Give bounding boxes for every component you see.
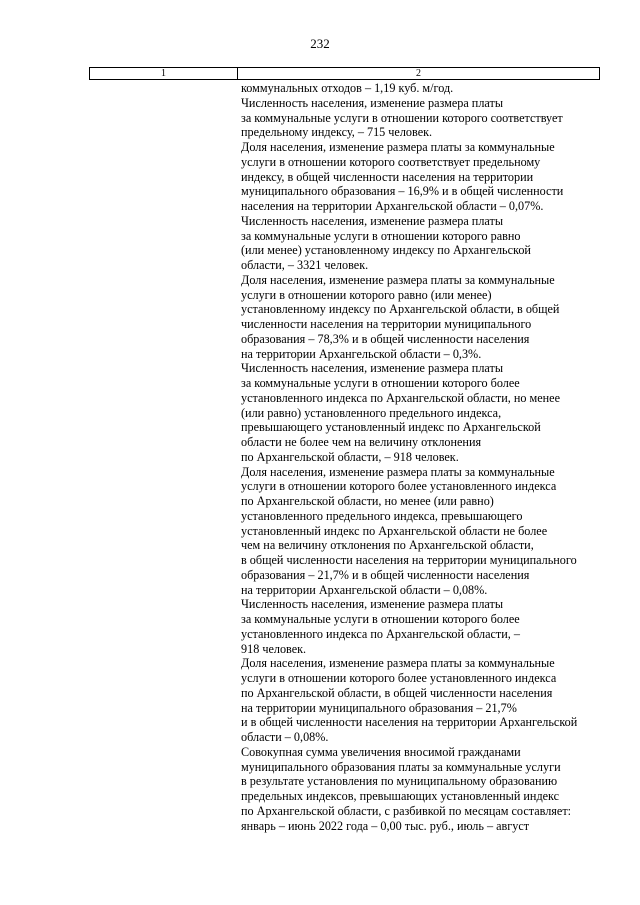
text-line: области – 0,08%.: [241, 730, 329, 744]
text-line: области, – 3321 человек.: [241, 258, 369, 272]
text-line: на территории Архангельской области – 0,08%.: [241, 582, 488, 597]
text-line: январь – июнь 2022 года – 0,00 тыс. руб., июль – август: [241, 818, 530, 833]
text-line: муниципального образования – 16,9% и в общей численности: [241, 184, 564, 199]
text-line: установленного индекса по Архангельской области, но менее: [241, 390, 560, 405]
text-line: услуги в отношении которого равно (или менее): [241, 287, 492, 302]
text-line: Доля населения, изменение размера платы за коммунальные: [241, 140, 555, 154]
text-line: Совокупная сумма увеличения вносимой гражданами: [241, 744, 521, 759]
text-line: предельных индексов, превышающих установленный индекс: [241, 789, 560, 803]
text-line: индексу, в общей численности населения на территории: [241, 169, 534, 184]
text-line: по Архангельской области, с разбивкой по месяцам составляет:: [241, 803, 572, 818]
text-line: чем на величину отклонения по Архангельской области,: [241, 538, 534, 553]
text-line: муниципального образования платы за коммунальные услуги: [241, 759, 561, 774]
text-line: на территории Архангельской области – 0,3%.: [241, 346, 482, 361]
table-header-row: [89, 67, 600, 80]
text-line: в общей численности населения на территории муниципального: [241, 553, 577, 567]
text-line: за коммунальные услуги в отношении которого более: [241, 612, 520, 626]
text-line: образования – 21,7% и в общей численности населения: [241, 567, 530, 582]
text-line: Численность населения, изменение размера платы: [241, 95, 504, 110]
text-line: в результате установления по муниципальному образованию: [241, 774, 558, 789]
text-line: Доля населения, изменение размера платы за коммунальные: [241, 272, 555, 287]
text-line: услуги в отношении которого более установленного индекса: [241, 671, 557, 685]
text-line: установленный индекс по Архангельской области не более: [241, 523, 548, 538]
text-line: Доля населения, изменение размера платы за коммунальные: [241, 656, 555, 671]
text-line: установленного индекса по Архангельской области, –: [241, 626, 520, 641]
text-line: коммунальных отходов – 1,19 куб. м/год.: [241, 81, 454, 95]
text-line: за коммунальные услуги в отношении которого равно: [241, 228, 521, 243]
text-line: Численность населения, изменение размера платы: [241, 213, 504, 228]
table-header-col-1: 1: [90, 68, 238, 79]
text-line: и в общей численности населения на территории Архангельской: [241, 715, 578, 730]
text-line: Численность населения, изменение размера платы: [241, 597, 504, 612]
text-line: превышающего установленный индекс по Архангельской: [241, 420, 541, 435]
text-line: предельному индексу, – 715 человек.: [241, 125, 433, 140]
text-line: по Архангельской области, но менее (или равно): [241, 494, 494, 508]
page-number: 232: [310, 36, 330, 51]
text-line: за коммунальные услуги в отношении которого более: [241, 376, 520, 390]
text-line: 918 человек.: [241, 641, 307, 656]
table-header-col-2: 2: [416, 68, 421, 79]
text-line: населения на территории Архангельской области – 0,07%.: [241, 199, 544, 213]
text-line: на территории муниципального образования – 21,7%: [241, 700, 517, 715]
text-line: (или менее) установленному индексу по Архангельской: [241, 243, 531, 258]
document-body: [241, 81, 601, 833]
text-line: (или равно) установленного предельного индекса,: [241, 405, 502, 420]
text-line: услуги в отношении которого более установленного индекса: [241, 479, 557, 494]
text-line: области не более чем на величину отклонения: [241, 435, 482, 449]
text-line: по Архангельской области, – 918 человек.: [241, 449, 459, 464]
text-line: по Архангельской области, в общей численности населения: [241, 685, 553, 700]
text-line: за коммунальные услуги в отношении которого соответствует: [241, 110, 563, 125]
text-line: численности населения на территории муниципального: [241, 317, 532, 331]
text-line: образования – 78,3% и в общей численности населения: [241, 331, 530, 346]
text-line: установленному индексу по Архангельской области, в общей: [241, 302, 560, 317]
text-line: услуги в отношении которого соответствует предельному: [241, 154, 541, 169]
text-line: установленного предельного индекса, превышающего: [241, 508, 523, 523]
text-line: Доля населения, изменение размера платы за коммунальные: [241, 464, 555, 479]
text-line: Численность населения, изменение размера платы: [241, 361, 504, 376]
